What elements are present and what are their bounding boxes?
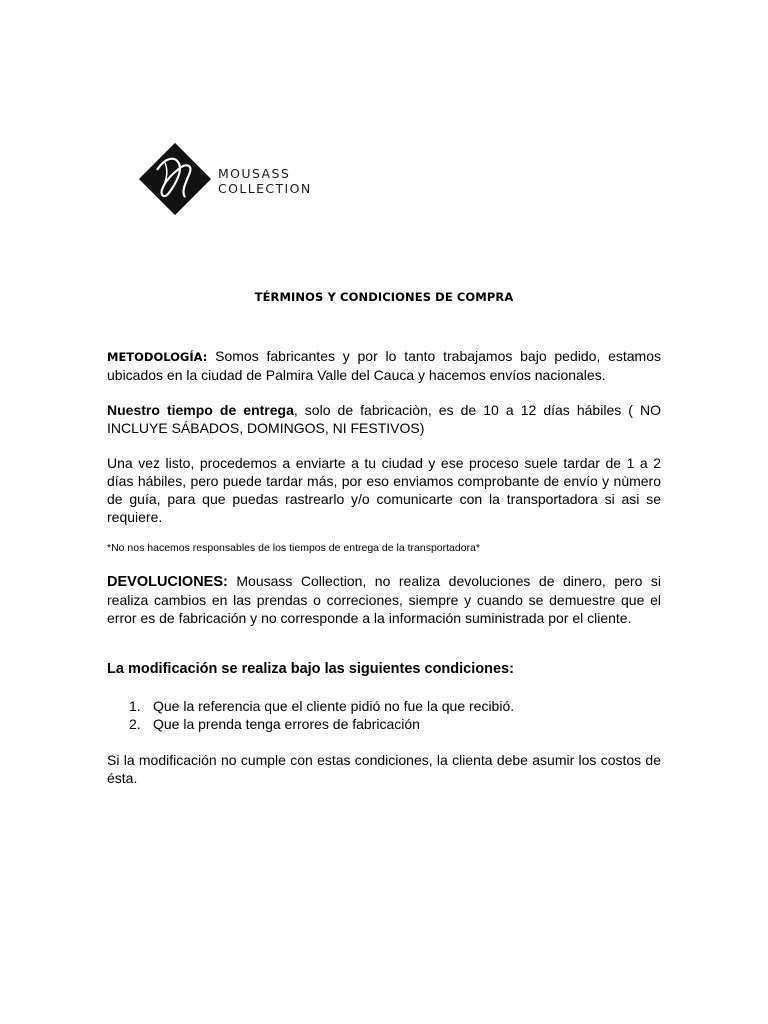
devoluciones-lead: DEVOLUCIONES: [107, 574, 228, 590]
metodologia-lead: METODOLOGÍA: [107, 350, 208, 364]
list-item-text: Que la prenda tenga errores de fabricación [153, 716, 420, 732]
final-paragraph: Si la modificación no cumple con estas condiciones, la clienta debe asumir los costos de ésta. [107, 752, 661, 786]
brand-subtitle: COLLECTION [218, 181, 312, 196]
transportadora-note: *No nos hacemos responsables de los tiempos de entrega de la transportadora* [107, 542, 480, 554]
condiciones-heading: La modificación se realiza bajo las siguientes condiciones: [107, 661, 514, 677]
tiempo-entrega-paragraph [107, 401, 661, 437]
list-item-text: Que la referencia que el cliente pidió no fue la que recibió. [153, 698, 515, 714]
mousass-monogram-logo-icon [136, 140, 214, 218]
devoluciones-paragraph [107, 572, 661, 627]
metodologia-text: Somos fabricantes y por lo tanto trabajamos bajo pedido, estamos ubicados en la ciudad de Palmira Valle del Cauca y hacemos envíos nacionales. [107, 348, 661, 383]
tiempo-entrega-lead: Nuestro tiempo de entrega [107, 402, 294, 418]
tiempo-entrega-text: , solo de fabricaciòn, es de 10 a 12 días hábiles ( NO INCLUYE SÁBADOS, DOMINGOS, NI FESTIVOS) [107, 402, 661, 436]
document-title: TÉRMINOS Y CONDICIONES DE COMPRA [254, 290, 514, 304]
condiciones-list [107, 697, 661, 733]
list-item-number: 1. [129, 698, 141, 714]
devoluciones-text: Mousass Collection, no realiza devoluciones de dinero, pero si realiza cambios en las prendas o correciones, siempre y cuando se demuestre que el error es de fabricación y no corresponde a la información suministrada por el cliente. [107, 573, 661, 626]
metodologia-paragraph [107, 347, 661, 384]
list-item [107, 697, 661, 715]
list-item [107, 715, 661, 733]
brand-name: MOUSASS [218, 166, 291, 181]
envio-paragraph: Una vez listo, procedemos a enviarte a tu ciudad y ese proceso suele tardar de 1 a 2 días hábiles, pero puede tardar más, por eso enviamos comprobante de envío y nùmero de guía, para que puedas rastrearlo y/o comunicarte con la transportadora si asi se requiere. [107, 455, 661, 525]
list-item-number: 2. [129, 716, 141, 732]
